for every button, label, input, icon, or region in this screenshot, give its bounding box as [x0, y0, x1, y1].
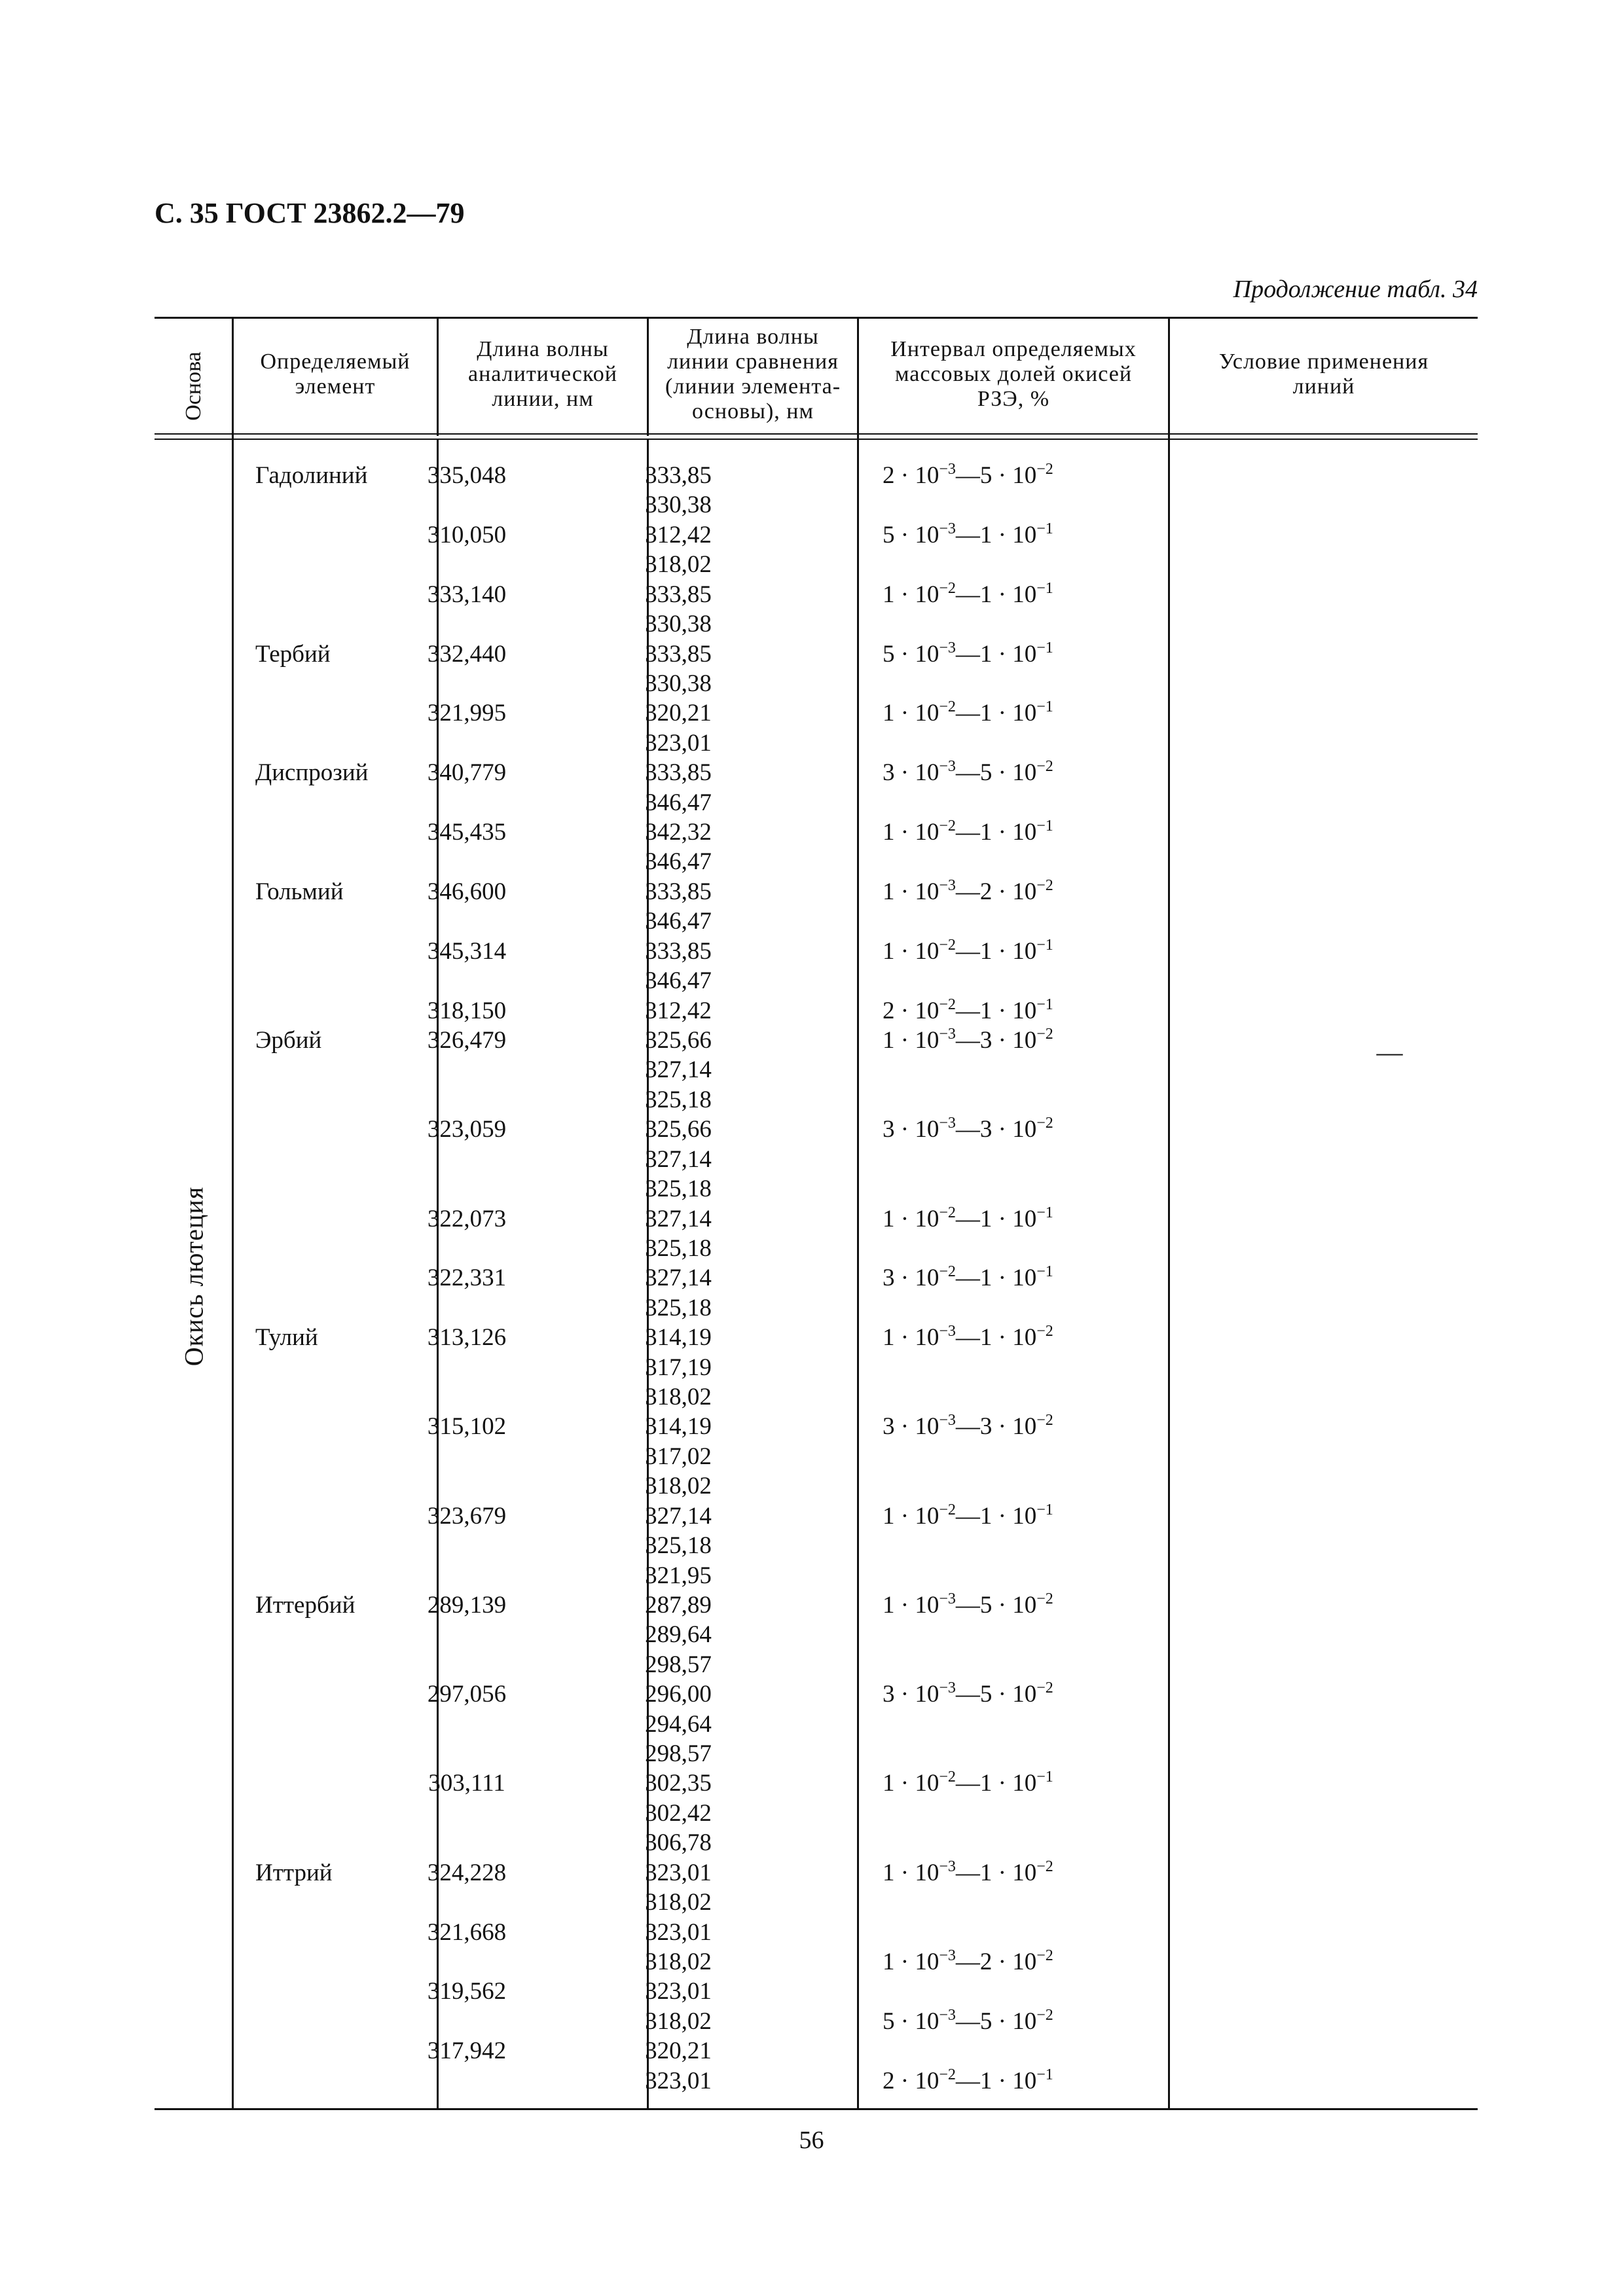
range-low-exponent: −3	[939, 1025, 956, 1043]
mass-fraction-range: $3 \cdot 10^{-3}—5 \cdot 10^{-2}$	[883, 758, 1053, 787]
range-high-mantissa: 1	[979, 581, 993, 608]
range-low-exponent: −3	[939, 520, 956, 537]
range-high-mantissa: 1	[979, 1502, 993, 1530]
comparison-wavelength: 327,14	[645, 1205, 712, 1232]
page-header: С. 35 ГОСТ 23862.2—79	[155, 197, 465, 229]
analytic-wavelength: 297,056	[427, 1681, 507, 1708]
range-low-mantissa: 1	[883, 878, 895, 905]
comparison-wavelength: 325,18	[645, 1532, 712, 1560]
range-low-exponent: −3	[939, 1679, 956, 1697]
range-low-exponent: −3	[939, 758, 956, 776]
analytic-wavelength: 345,435	[427, 819, 507, 846]
range-high-exponent: −2	[1036, 1679, 1053, 1697]
analytic-wavelength: 335,048	[427, 462, 507, 489]
comparison-wavelength: 318,02	[645, 1948, 712, 1975]
range-low-mantissa: 2	[883, 462, 895, 489]
range-high-mantissa: 1	[979, 1324, 993, 1352]
range-high-mantissa: 1	[979, 2067, 993, 2094]
header-analytic-line2: аналитической	[467, 362, 617, 386]
range-high-exponent: −2	[1036, 1025, 1053, 1043]
range-low-mantissa: 3	[883, 759, 895, 787]
range-low-exponent: −3	[939, 2006, 956, 2024]
range-low-mantissa: 1	[883, 1948, 895, 1975]
analytic-wavelength: 323,679	[427, 1502, 507, 1530]
range-low-exponent: −2	[939, 2066, 956, 2083]
comparison-wavelength: 325,18	[645, 1175, 712, 1203]
analytic-wavelength: 319,562	[427, 1978, 507, 2005]
mass-fraction-range: $3 \cdot 10^{-3}—3 \cdot 10^{-2}$	[883, 1115, 1053, 1143]
mass-fraction-range: $5 \cdot 10^{-3}—1 \cdot 10^{-1}$	[883, 639, 1053, 668]
header-condition	[1170, 322, 1478, 427]
analytic-wavelength: 310,050	[427, 521, 507, 548]
range-low-exponent: −3	[939, 1323, 956, 1340]
range-low-mantissa: 5	[883, 640, 895, 668]
range-high-exponent: −1	[1036, 1501, 1053, 1518]
comparison-wavelength: 325,18	[645, 1294, 712, 1321]
header-analytic-line1: Длина волны	[477, 337, 609, 361]
analytic-wavelength: 346,600	[427, 878, 507, 905]
header-element	[234, 322, 437, 427]
table-bottom-rule	[155, 2108, 1478, 2110]
range-high-mantissa: 1	[979, 997, 993, 1024]
range-high-exponent: −1	[1036, 1768, 1053, 1786]
comparison-wavelength: 317,02	[645, 1443, 712, 1470]
mass-fraction-range: $1 \cdot 10^{-2}—1 \cdot 10^{-1}$	[883, 579, 1053, 608]
header-condition-line1: Условие применения	[1218, 350, 1429, 374]
mass-fraction-range: $1 \cdot 10^{-3}—1 \cdot 10^{-2}$	[883, 1323, 1053, 1352]
range-high-exponent: −2	[1036, 1323, 1053, 1340]
range-low-exponent: −2	[939, 817, 956, 835]
comparison-wavelength: 318,02	[645, 1473, 712, 1500]
header-range-line1: Интервал определяемых	[890, 337, 1137, 361]
comparison-wavelength: 323,01	[645, 1859, 712, 1886]
range-low-mantissa: 5	[883, 2007, 895, 2035]
range-high-exponent: −1	[1036, 2066, 1053, 2083]
comparison-wavelength: 330,38	[645, 670, 712, 697]
element-name: Гольмий	[255, 878, 344, 905]
range-high-exponent: −1	[1036, 1263, 1053, 1281]
range-low-mantissa: 1	[883, 1502, 895, 1530]
mass-fraction-range: $1 \cdot 10^{-3}—2 \cdot 10^{-2}$	[883, 1947, 1053, 1975]
range-low-mantissa: 5	[883, 521, 895, 548]
range-low-mantissa: 1	[883, 937, 895, 965]
data-table	[155, 317, 1478, 2110]
range-high-mantissa: 5	[979, 1591, 993, 1619]
range-low-mantissa: 2	[883, 2067, 895, 2094]
range-high-exponent: −2	[1036, 758, 1053, 776]
analytic-wavelength: 313,126	[427, 1324, 507, 1352]
header-comparison	[649, 322, 857, 427]
header-analytic-line3: линии, нм	[492, 387, 594, 411]
range-low-exponent: −2	[939, 579, 956, 597]
range-high-mantissa: 5	[979, 462, 993, 489]
analytic-wavelength: 321,995	[427, 700, 507, 727]
range-low-exponent: −3	[939, 1590, 956, 1607]
element-name: Тербий	[255, 640, 331, 668]
range-low-exponent: −3	[939, 1947, 956, 1964]
header-comparison-line2: линии сравнения	[667, 350, 839, 374]
comparison-wavelength: 327,14	[645, 1145, 712, 1173]
header-element-line1: Определяемый	[260, 350, 410, 374]
mass-fraction-range: $1 \cdot 10^{-3}—5 \cdot 10^{-2}$	[883, 1590, 1053, 1619]
range-low-mantissa: 1	[883, 1026, 895, 1054]
range-high-exponent: −1	[1036, 1204, 1053, 1221]
comparison-wavelength: 325,66	[645, 1026, 712, 1054]
col-divider-7	[1168, 317, 1170, 2110]
analytic-wavelength: 326,479	[427, 1026, 507, 1054]
range-high-exponent: −1	[1036, 520, 1053, 537]
comparison-wavelength: 330,38	[645, 611, 712, 638]
comparison-wavelength: 298,57	[645, 1740, 712, 1768]
comparison-wavelength: 318,02	[645, 1889, 712, 1916]
col-divider-1	[232, 317, 234, 2110]
comparison-wavelength: 321,95	[645, 1562, 712, 1589]
header-element-line2: элемент	[295, 374, 376, 399]
comparison-wavelength: 327,14	[645, 1502, 712, 1530]
range-high-mantissa: 1	[979, 1770, 993, 1797]
mass-fraction-range: $1 \cdot 10^{-2}—1 \cdot 10^{-1}$	[883, 817, 1053, 846]
analytic-wavelength: 332,440	[427, 640, 507, 668]
range-high-exponent: −1	[1036, 996, 1053, 1013]
analytic-wavelength: 345,314	[427, 937, 507, 965]
comparison-wavelength: 306,78	[645, 1829, 712, 1857]
comparison-wavelength: 327,14	[645, 1265, 712, 1292]
mass-fraction-range: $3 \cdot 10^{-2}—1 \cdot 10^{-1}$	[883, 1263, 1053, 1292]
mass-fraction-range: $5 \cdot 10^{-3}—1 \cdot 10^{-1}$	[883, 520, 1053, 548]
header-base: Основа	[181, 351, 206, 421]
range-low-mantissa: 1	[883, 1591, 895, 1619]
header-comparison-line3: (линии элемента-	[665, 374, 841, 399]
comparison-wavelength: 333,85	[645, 937, 712, 965]
comparison-wavelength: 314,19	[645, 1324, 712, 1352]
mass-fraction-range: $2 \cdot 10^{-2}—1 \cdot 10^{-1}$	[883, 996, 1053, 1024]
range-high-exponent: −2	[1036, 2006, 1053, 2024]
range-low-mantissa: 3	[883, 1265, 895, 1292]
mass-fraction-range: $2 \cdot 10^{-3}—5 \cdot 10^{-2}$	[883, 461, 1053, 489]
analytic-wavelength: 323,059	[427, 1116, 507, 1143]
range-high-mantissa: 1	[979, 1205, 993, 1232]
mass-fraction-range: $1 \cdot 10^{-3}—2 \cdot 10^{-2}$	[883, 876, 1053, 905]
range-low-mantissa: 1	[883, 1859, 895, 1886]
element-name: Гадолиний	[255, 462, 368, 489]
header-range-line2: массовых долей окисей	[894, 362, 1133, 386]
range-high-exponent: −2	[1036, 1590, 1053, 1607]
range-low-mantissa: 1	[883, 1205, 895, 1232]
mass-fraction-range: $3 \cdot 10^{-3}—5 \cdot 10^{-2}$	[883, 1679, 1053, 1708]
comparison-wavelength: 287,89	[645, 1591, 712, 1619]
comparison-wavelength: 325,66	[645, 1116, 712, 1143]
comparison-wavelength: 302,35	[645, 1770, 712, 1797]
table-continuation-note: Продолжение табл. 34	[1233, 276, 1478, 303]
range-high-mantissa: 1	[979, 1265, 993, 1292]
range-low-exponent: −3	[939, 1412, 956, 1429]
header-range	[859, 322, 1168, 427]
range-high-exponent: −1	[1036, 936, 1053, 954]
range-high-mantissa: 2	[979, 1948, 993, 1975]
comparison-wavelength: 312,42	[645, 997, 712, 1024]
range-low-mantissa: 1	[883, 1324, 895, 1352]
range-high-mantissa: 5	[979, 2007, 993, 2035]
comparison-wavelength: 333,85	[645, 878, 712, 905]
comparison-wavelength: 346,47	[645, 848, 712, 876]
comparison-wavelength: 318,02	[645, 551, 712, 579]
mass-fraction-range: $1 \cdot 10^{-3}—1 \cdot 10^{-2}$	[883, 1857, 1053, 1886]
header-double-rule-bottom	[155, 439, 1478, 440]
range-high-exponent: −1	[1036, 698, 1053, 716]
range-high-exponent: −2	[1036, 1412, 1053, 1429]
comparison-wavelength: 294,64	[645, 1710, 712, 1738]
range-high-mantissa: 2	[979, 878, 993, 905]
range-high-exponent: −1	[1036, 579, 1053, 597]
range-high-mantissa: 1	[979, 700, 993, 727]
mass-fraction-range: $1 \cdot 10^{-2}—1 \cdot 10^{-1}$	[883, 936, 1053, 965]
range-low-exponent: −3	[939, 1857, 956, 1875]
range-high-exponent: −1	[1036, 639, 1053, 656]
range-high-mantissa: 1	[979, 1859, 993, 1886]
comparison-wavelength: 323,01	[645, 1918, 712, 1946]
analytic-wavelength: 324,228	[427, 1859, 507, 1886]
mass-fraction-range: $1 \cdot 10^{-2}—1 \cdot 10^{-1}$	[883, 1501, 1053, 1530]
range-high-mantissa: 1	[979, 937, 993, 965]
range-high-mantissa: 1	[979, 819, 993, 846]
comparison-wavelength: 327,14	[645, 1056, 712, 1084]
analytic-wavelength: 333,140	[427, 581, 507, 608]
range-low-exponent: −3	[939, 1115, 956, 1132]
comparison-wavelength: 318,02	[645, 2007, 712, 2035]
comparison-wavelength: 320,21	[645, 700, 712, 727]
comparison-wavelength: 333,85	[645, 640, 712, 668]
mass-fraction-range: $3 \cdot 10^{-3}—3 \cdot 10^{-2}$	[883, 1412, 1053, 1441]
mass-fraction-range: $5 \cdot 10^{-3}—5 \cdot 10^{-2}$	[883, 2006, 1053, 2035]
range-high-mantissa: 1	[979, 640, 993, 668]
base-material: Окись лютеция	[179, 1186, 209, 1367]
range-low-exponent: −2	[939, 1501, 956, 1518]
range-low-exponent: −3	[939, 461, 956, 478]
range-low-mantissa: 3	[883, 1413, 895, 1441]
header-comparison-line4: основы), нм	[691, 399, 814, 423]
analytic-wavelength: 315,102	[427, 1413, 507, 1441]
comparison-wavelength: 296,00	[645, 1681, 712, 1708]
analytic-wavelength: 303,111	[428, 1770, 505, 1797]
range-high-exponent: −1	[1036, 817, 1053, 835]
col-divider-6	[857, 317, 859, 2110]
comparison-wavelength: 314,19	[645, 1413, 712, 1441]
range-high-mantissa: 1	[979, 521, 993, 548]
comparison-wavelength: 325,18	[645, 1086, 712, 1113]
comparison-wavelength: 330,38	[645, 492, 712, 519]
header-range-line3: РЗЭ, %	[977, 387, 1050, 411]
range-high-exponent: −2	[1036, 1115, 1053, 1132]
range-high-mantissa: 5	[979, 1681, 993, 1708]
mass-fraction-range: $1 \cdot 10^{-3}—3 \cdot 10^{-2}$	[883, 1025, 1053, 1054]
analytic-wavelength: 322,331	[427, 1265, 507, 1292]
condition-value: —	[1376, 1037, 1403, 1067]
comparison-wavelength: 317,19	[645, 1354, 712, 1381]
range-low-mantissa: 3	[883, 1681, 895, 1708]
comparison-wavelength: 289,64	[645, 1621, 712, 1649]
range-high-exponent: −2	[1036, 461, 1053, 478]
analytic-wavelength: 322,073	[427, 1205, 507, 1232]
analytic-wavelength: 317,942	[427, 2037, 507, 2065]
comparison-wavelength: 346,47	[645, 908, 712, 935]
page-number: 56	[799, 2126, 824, 2154]
header-double-rule-top	[155, 433, 1478, 435]
header-analytic	[439, 322, 647, 427]
comparison-wavelength: 333,85	[645, 759, 712, 787]
comparison-wavelength: 302,42	[645, 1799, 712, 1827]
element-name: Диспрозий	[255, 759, 369, 787]
range-low-exponent: −2	[939, 1204, 956, 1221]
analytic-wavelength: 289,139	[427, 1591, 507, 1619]
comparison-wavelength: 346,47	[645, 789, 712, 816]
table-top-rule	[155, 317, 1478, 319]
analytic-wavelength: 318,150	[427, 997, 507, 1024]
mass-fraction-range: $1 \cdot 10^{-2}—1 \cdot 10^{-1}$	[883, 1204, 1053, 1232]
comparison-wavelength: 333,85	[645, 581, 712, 608]
comparison-wavelength: 323,01	[645, 729, 712, 757]
comparison-wavelength: 333,85	[645, 462, 712, 489]
range-low-exponent: −3	[939, 639, 956, 656]
comparison-wavelength: 320,21	[645, 2037, 712, 2065]
comparison-wavelength: 323,01	[645, 2067, 712, 2094]
range-low-exponent: −2	[939, 1263, 956, 1281]
range-low-exponent: −2	[939, 698, 956, 716]
comparison-wavelength: 323,01	[645, 1978, 712, 2005]
comparison-wavelength: 312,42	[645, 521, 712, 548]
range-low-mantissa: 1	[883, 1770, 895, 1797]
element-name: Эрбий	[255, 1026, 322, 1054]
element-name: Иттербий	[255, 1591, 356, 1619]
range-high-exponent: −2	[1036, 1947, 1053, 1964]
mass-fraction-range: $1 \cdot 10^{-2}—1 \cdot 10^{-1}$	[883, 1768, 1053, 1797]
range-low-mantissa: 1	[883, 700, 895, 727]
range-high-exponent: −2	[1036, 876, 1053, 894]
range-high-mantissa: 3	[979, 1116, 993, 1143]
analytic-wavelength: 321,668	[427, 1918, 507, 1946]
range-low-mantissa: 2	[883, 997, 895, 1024]
comparison-wavelength: 325,18	[645, 1234, 712, 1262]
range-low-mantissa: 3	[883, 1116, 895, 1143]
mass-fraction-range: $1 \cdot 10^{-2}—1 \cdot 10^{-1}$	[883, 698, 1053, 727]
element-name: Иттрий	[255, 1859, 333, 1886]
range-high-mantissa: 3	[979, 1413, 993, 1441]
range-low-exponent: −3	[939, 876, 956, 894]
mass-fraction-range: $2 \cdot 10^{-2}—1 \cdot 10^{-1}$	[883, 2066, 1053, 2094]
element-name: Тулий	[255, 1324, 318, 1352]
range-high-exponent: −2	[1036, 1857, 1053, 1875]
comparison-wavelength: 342,32	[645, 819, 712, 846]
comparison-wavelength: 346,47	[645, 967, 712, 995]
range-high-mantissa: 5	[979, 759, 993, 787]
range-high-mantissa: 3	[979, 1026, 993, 1054]
range-low-mantissa: 1	[883, 819, 895, 846]
comparison-wavelength: 318,02	[645, 1384, 712, 1411]
range-low-mantissa: 1	[883, 581, 895, 608]
analytic-wavelength: 340,779	[427, 759, 507, 787]
range-low-exponent: −2	[939, 1768, 956, 1786]
comparison-wavelength: 298,57	[645, 1651, 712, 1678]
range-low-exponent: −2	[939, 936, 956, 954]
header-comparison-line1: Длина волны	[687, 325, 819, 349]
header-condition-line2: линий	[1292, 374, 1355, 399]
range-low-exponent: −2	[939, 996, 956, 1013]
